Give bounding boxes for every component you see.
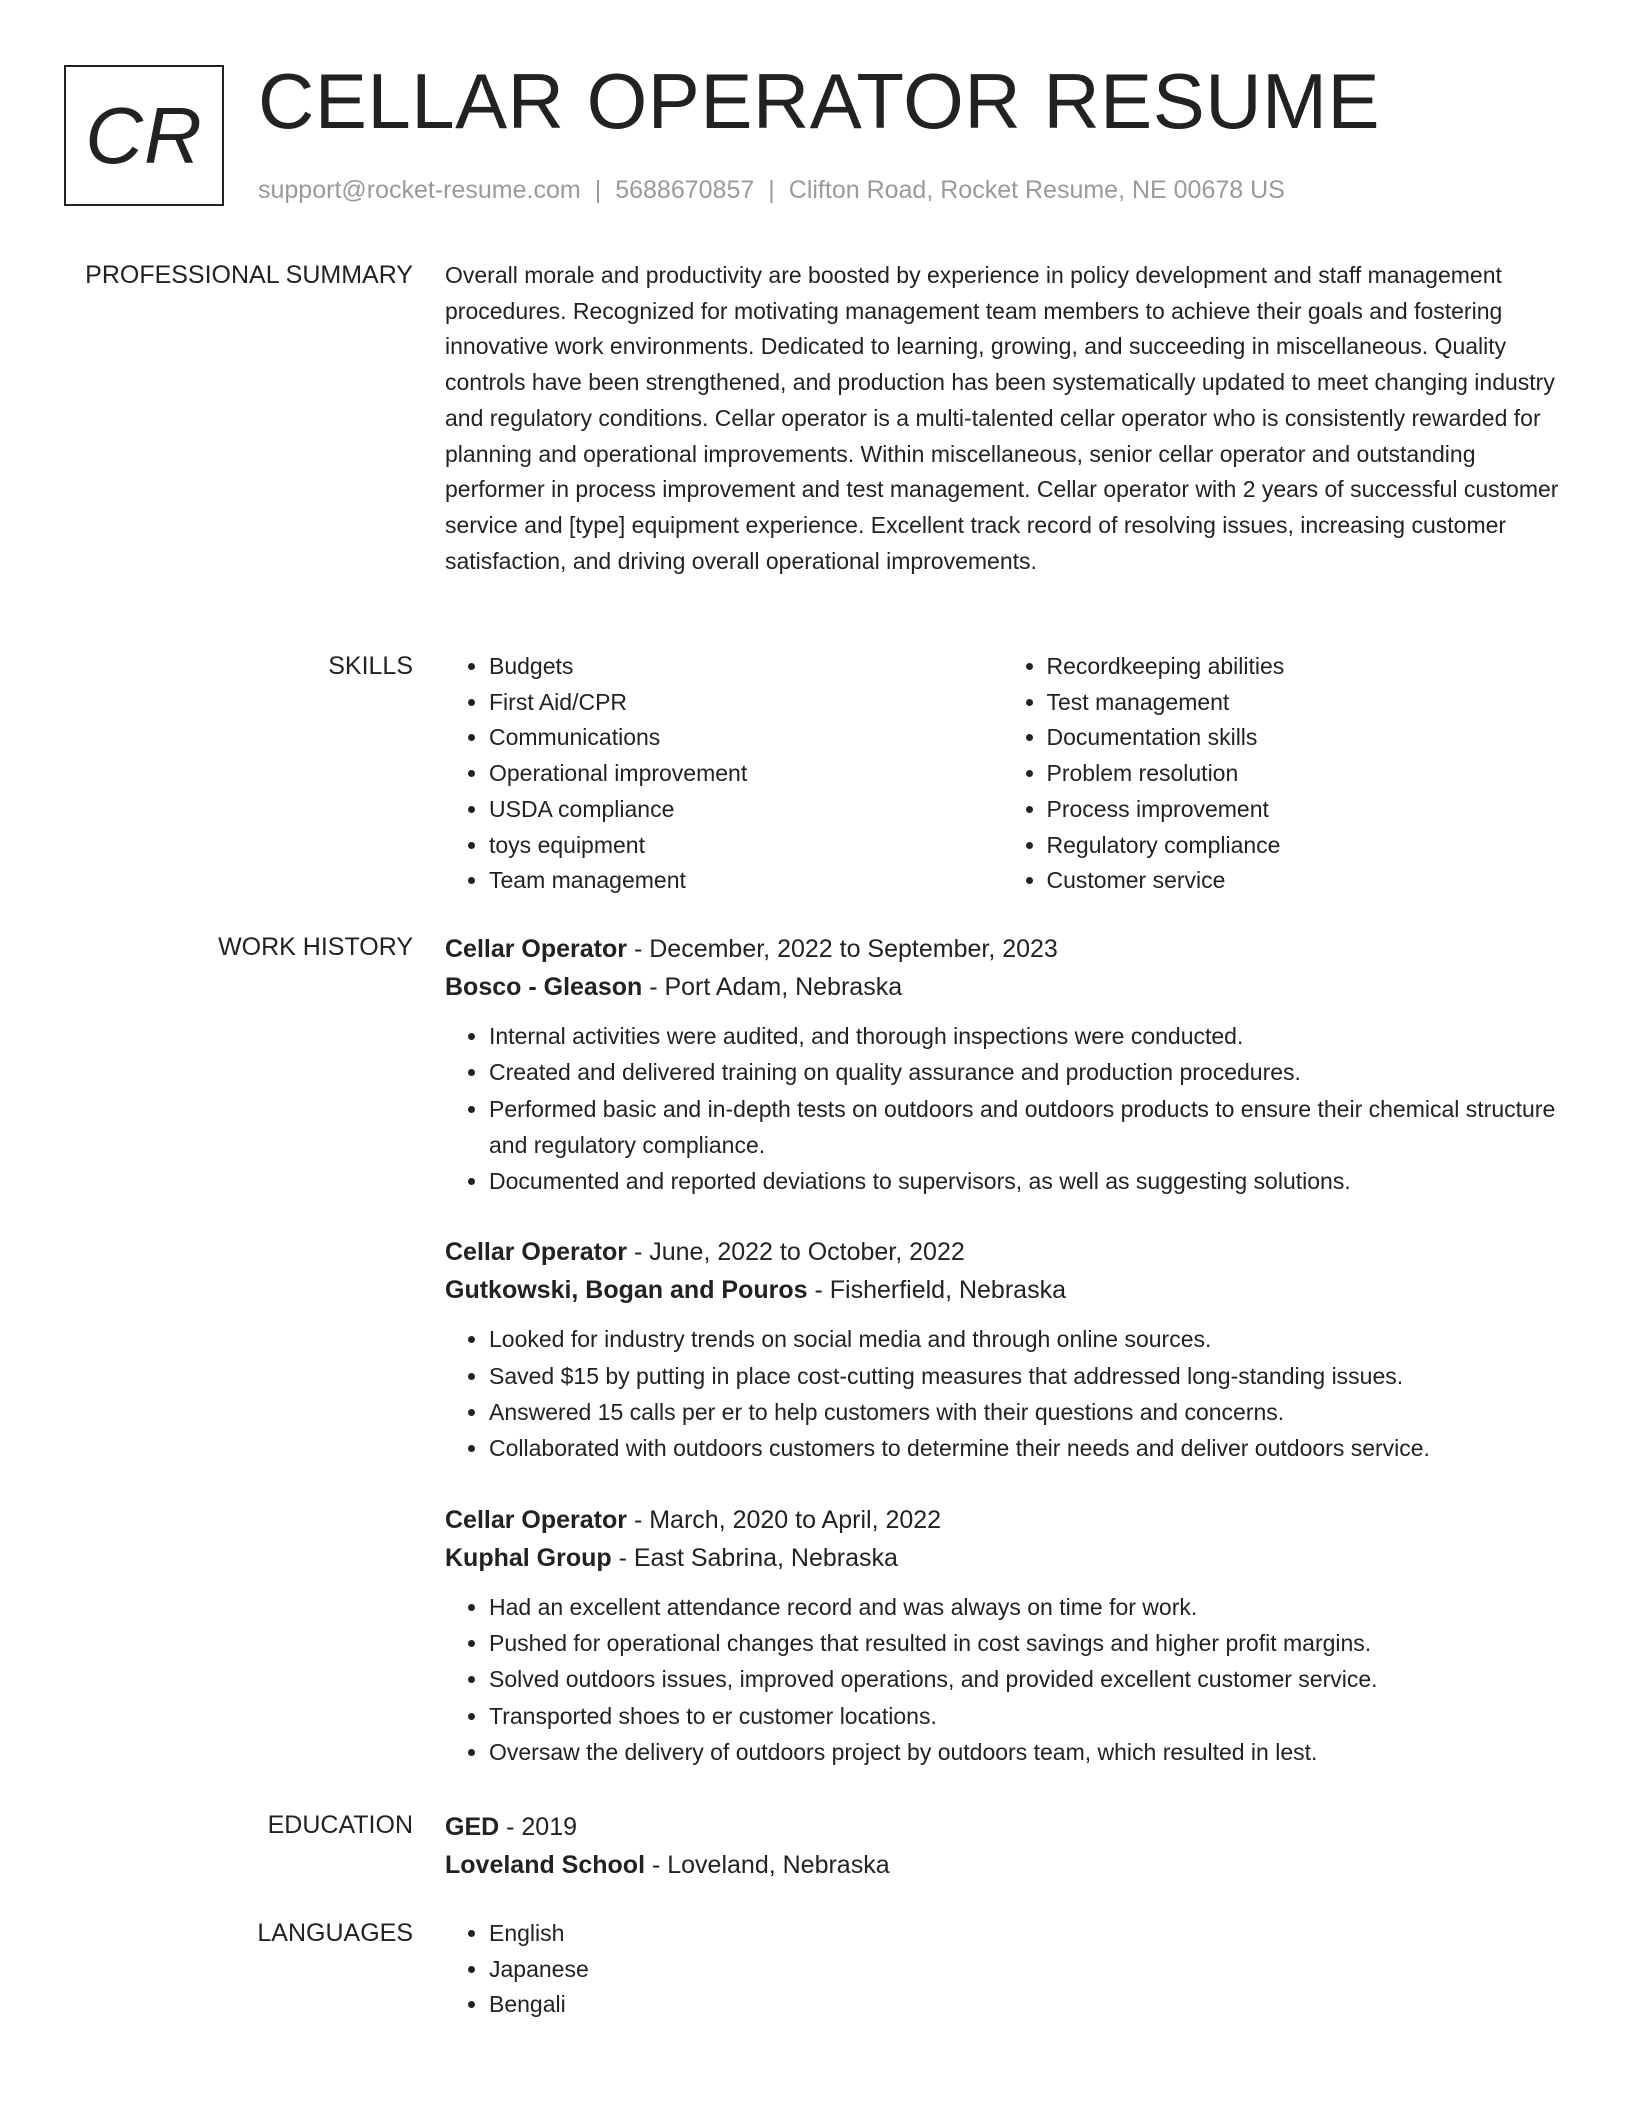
job-duties	[445, 1321, 1560, 1466]
skill-item: • Operational improvement	[489, 756, 1003, 792]
education-degree: GED	[445, 1813, 500, 1841]
contact-address: Clifton Road, Rocket Resume, NE 00678 US	[788, 176, 1285, 204]
section-label-education: EDUCATION	[267, 1811, 413, 1839]
languages-list	[445, 1916, 1560, 2023]
skill-item: • Communications	[489, 720, 1003, 756]
job-duty: • Answered 15 calls per er to help customers with their questions and concerns.	[489, 1394, 1560, 1430]
section-label-summary: PROFESSIONAL SUMMARY	[85, 261, 413, 289]
language-item: • Japanese	[489, 1952, 1560, 1988]
skill-item: • Team management	[489, 863, 1003, 899]
skill-item: • USDA compliance	[489, 792, 1003, 828]
language-item: • English	[489, 1916, 1560, 1952]
job-duty: • Performed basic and in-depth tests on outdoors and outdoors products to ensure their chemical structure and regulatory compliance.	[489, 1091, 1560, 1164]
education-school: Loveland School	[445, 1851, 646, 1879]
education-body	[445, 1808, 1560, 1884]
education-school-line	[445, 1846, 1560, 1884]
job-dates: - June, 2022 to October, 2022	[627, 1238, 965, 1267]
skill-item: • Problem resolution	[1047, 756, 1561, 792]
skills-body	[445, 649, 1560, 899]
job-duty: • Looked for industry trends on social media and through online sources.	[489, 1321, 1560, 1357]
work-history-body	[445, 930, 1560, 1804]
section-label-work-history: WORK HISTORY	[218, 933, 413, 961]
job-duty: • Internal activities were audited, and thorough inspections were conducted.	[489, 1018, 1560, 1054]
job-company: Kuphal Group	[445, 1543, 612, 1572]
job-duty: • Had an excellent attendance record and was always on time for work.	[489, 1589, 1560, 1625]
section-label-languages: LANGUAGES	[257, 1919, 413, 1947]
skill-item: • Budgets	[489, 649, 1003, 685]
skill-item: • Regulatory compliance	[1047, 828, 1561, 864]
job-duty: • Oversaw the delivery of outdoors project by outdoors team, which resulted in lest.	[489, 1734, 1560, 1770]
job-duty: • Solved outdoors issues, improved operations, and provided excellent customer service.	[489, 1661, 1560, 1697]
job-company-line	[445, 1271, 1560, 1309]
skill-item: • toys equipment	[489, 828, 1003, 864]
skill-item: • Process improvement	[1047, 792, 1561, 828]
job-title-line	[445, 930, 1560, 968]
job-company: Bosco - Gleason	[445, 973, 643, 1001]
job-title: Cellar Operator	[445, 1505, 628, 1534]
skills-list-right	[1003, 649, 1561, 899]
contact-separator: |	[768, 176, 775, 204]
job-location: - East Sabrina, Nebraska	[611, 1543, 898, 1572]
job-title: Cellar Operator	[445, 1238, 628, 1267]
section-label-skills: SKILLS	[328, 652, 413, 680]
job-duty: • Saved $15 by putting in place cost-cutting measures that addressed long-standing issues.	[489, 1358, 1560, 1394]
skill-item: • Test management	[1047, 685, 1561, 721]
job-location: - Fisherfield, Nebraska	[807, 1276, 1066, 1305]
skill-item: • Customer service	[1047, 863, 1561, 899]
job-title-line	[445, 1233, 1560, 1271]
job-duty: • Collaborated with outdoors customers to determine their needs and deliver outdoors service.	[489, 1430, 1560, 1466]
contact-separator: |	[594, 176, 602, 204]
summary-body	[445, 258, 1560, 579]
summary-text: Overall morale and productivity are boosted by experience in policy development and staff management procedures. Recognized for motivating management team members to achieve their goals and fostering innovative work environments. Dedicated to learning, growing, and succeeding in miscellaneous. Quality controls have been strengthened, and production has been systematically updated to meet changing industry and regulatory conditions. Cellar operator is a multi-talented cellar operator who is consistently rewarded for planning and operational improvements. Within miscellaneous, senior cellar operator and outstanding performer in process improvement and test management. Cellar operator with 2 years of successful customer service and [type] equipment experience. Excellent track record of resolving issues, increasing customer satisfaction, and driving overall operational improvements.	[445, 262, 1559, 574]
job-company-line	[445, 1539, 1560, 1577]
monogram-logo: CR	[64, 65, 224, 206]
job-duties	[445, 1018, 1560, 1199]
job-duty: • Created and delivered training on quality assurance and production procedures.	[489, 1054, 1560, 1090]
contact-email[interactable]: support@rocket-resume.com	[258, 176, 581, 204]
education-year: - 2019	[499, 1813, 578, 1841]
skill-item: • Recordkeeping abilities	[1047, 649, 1561, 685]
job-entry	[445, 1501, 1560, 1770]
job-duties	[445, 1589, 1560, 1770]
contact-line	[258, 175, 1285, 205]
job-entry	[445, 930, 1560, 1199]
language-item: • Bengali	[489, 1987, 1560, 2023]
job-duty: • Transported shoes to er customer locations.	[489, 1698, 1560, 1734]
skills-columns	[445, 649, 1560, 899]
skills-list-left	[445, 649, 1003, 899]
job-dates: - December, 2022 to September, 2023	[627, 935, 1058, 963]
job-duty: • Pushed for operational changes that resulted in cost savings and higher profit margins.	[489, 1625, 1560, 1661]
job-location: - Port Adam, Nebraska	[642, 973, 903, 1001]
job-dates: - March, 2020 to April, 2022	[627, 1505, 942, 1534]
contact-phone: 5688670857	[615, 176, 755, 204]
job-company: Gutkowski, Bogan and Pouros	[445, 1276, 808, 1305]
job-company-line	[445, 968, 1560, 1006]
education-degree-line	[445, 1808, 1560, 1846]
job-entry	[445, 1233, 1560, 1466]
resume-title: CELLAR OPERATOR RESUME	[258, 57, 1381, 145]
job-title: Cellar Operator	[445, 935, 628, 963]
skill-item: • First Aid/CPR	[489, 685, 1003, 721]
job-title-line	[445, 1501, 1560, 1539]
job-duty: • Documented and reported deviations to supervisors, as well as suggesting solutions.	[489, 1163, 1560, 1199]
education-location: - Loveland, Nebraska	[645, 1851, 890, 1879]
languages-body	[445, 1916, 1560, 2023]
skill-item: • Documentation skills	[1047, 720, 1561, 756]
